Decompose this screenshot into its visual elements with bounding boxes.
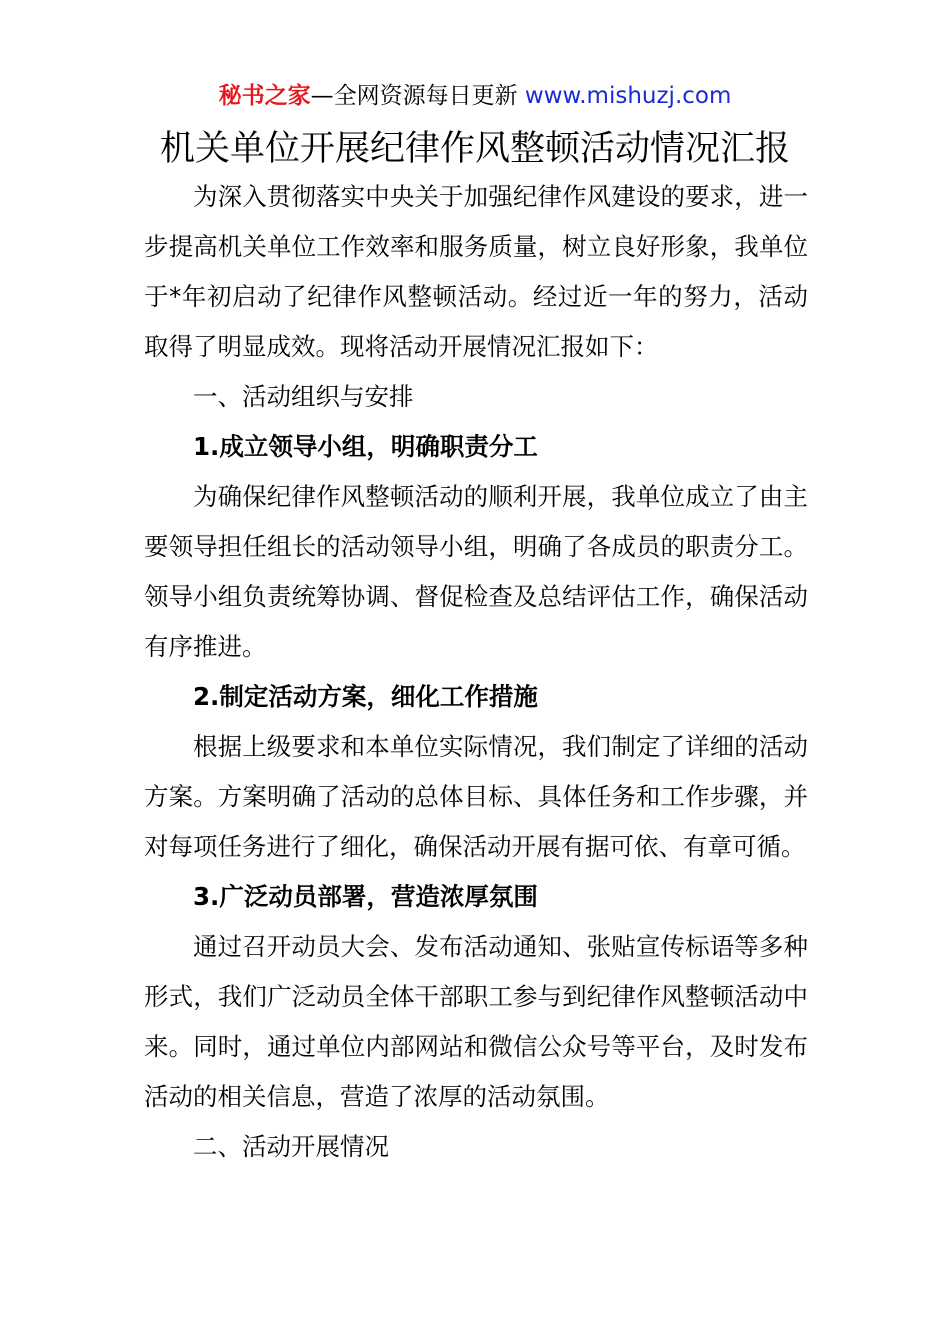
document-title: 机关单位开展纪律作风整顿活动情况汇报 [159,129,790,169]
intro-paragraph: 为深入贯彻落实中央关于加强纪律作风建设的要求，进一步提高机关单位工作效率和服务质量，树立良好形象，我单位于*年初启动了纪律作风整顿活动。经过近一年的努力，活动取得了明显成效。现将活动开展情况汇报如下： [144,182,808,361]
site-banner [0,80,950,112]
section-heading-1: 一、活动组织与安排 [193,382,414,411]
document-body [144,172,808,1172]
paragraph-1-2: 根据上级要求和本单位实际情况，我们制定了详细的活动方案。方案明确了活动的总体目标、具体任务和工作步骤，并对每项任务进行了细化，确保活动开展有据可依、有章可循。 [144,732,808,861]
section-heading-2: 二、活动开展情况 [193,1132,389,1161]
subheading-1-2: 2.制定活动方案，细化工作措施 [193,682,538,711]
banner-site-url[interactable]: www.mishuzj.com [524,83,732,109]
subheading-1-3: 3.广泛动员部署，营造浓厚氛围 [193,882,538,911]
subheading-1-1: 1.成立领导小组，明确职责分工 [193,432,538,461]
paragraph-1-3: 通过召开动员大会、发布活动通知、张贴宣传标语等多种形式，我们广泛动员全体干部职工参与到纪律作风整顿活动中来。同时，通过单位内部网站和微信公众号等平台，及时发布活动的相关信息，营造了浓厚的活动氛围。 [144,932,808,1111]
banner-tagline: —全网资源每日更新 [310,83,525,109]
paragraph-1-1: 为确保纪律作风整顿活动的顺利开展，我单位成立了由主要领导担任组长的活动领导小组，明确了各成员的职责分工。领导小组负责统筹协调、督促检查及总结评估工作，确保活动有序推进。 [144,482,808,661]
banner-brand: 秘书之家 [218,83,311,109]
